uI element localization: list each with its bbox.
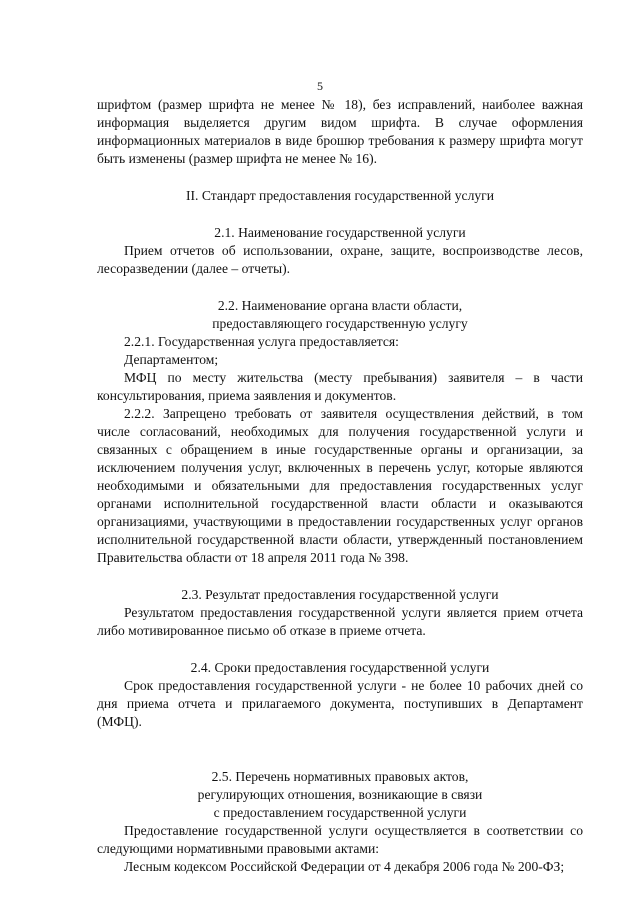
paragraph-line: Правительства области от 18 апреля 2011 года № 398. [97,550,409,565]
paragraph-line: дня приема отчета и прилагаемого документа, поступивших в Департамент [97,696,583,711]
paragraph-line: МФЦ по месту жительства (месту пребывания) заявителя – в части [124,370,583,385]
paragraph-line: следующими нормативными правовыми актами: [97,841,380,856]
paragraph-line: либо мотивированное письмо об отказе в приеме отчета. [97,623,426,638]
paragraph-line: органами исполнительной государственной власти области и оказываются [97,496,583,511]
subsection-title: 2.5. Перечень нормативных правовых актов, [211,769,469,784]
subsection-title: с предоставлением государственной услуги [213,805,467,820]
paragraph-line: Срок предоставления государственной услуги - не более 10 рабочих дней со [124,678,583,693]
paragraph-line: числе согласований, необходимых для получения государственной услуги и [97,424,583,439]
intro-line: шрифтом (размер шрифта не менее № 18), без исправлений, наиболее важная [97,97,583,112]
intro-line: информационных материалов в виде брошюр требования к размеру шрифта могут [97,133,583,148]
intro-line: информация выделяется другим видом шрифта. В случае оформления [97,115,583,130]
subsection-title: 2.1. Наименование государственной услуги [214,225,466,240]
paragraph-line: исключением получения услуг, включенных в перечень услуг, которые являются [97,460,583,475]
subsection-title: 2.4. Сроки предоставления государственной услуги [190,660,490,675]
page-number: 5 [317,79,323,93]
paragraph-line: исполнительной государственной власти области, утвержденный постановлением [97,532,583,547]
subsection-title: предоставляющего государственную услугу [212,316,468,331]
subsection-title: 2.3. Результат предоставления государственной услуги [181,587,499,602]
paragraph-line: 2.2.1. Государственная услуга предоставляется: [124,334,399,349]
paragraph-line: консультирования, приема заявления и документов. [97,388,397,403]
paragraph-line: Результатом предоставления государственной услуги является прием отчета [124,605,583,620]
subsection-title: 2.2. Наименование органа власти области, [217,298,463,313]
paragraph-line: связанных с обращением в иные государственные органы и организации, за [97,442,583,457]
paragraph-line: 2.2.2. Запрещено требовать от заявителя осуществления действий, в том [124,406,583,421]
paragraph-line: организациями, участвующими в предоставлении государственных услуг органов [97,514,583,529]
paragraph-line: (МФЦ). [97,714,142,729]
intro-line: быть изменены (размер шрифта не менее № 16). [97,151,378,166]
subsection-title: регулирующих отношения, возникающие в связи [197,787,483,802]
paragraph-line: Предоставление государственной услуги осуществляется в соответствии со [124,823,583,838]
document-body [97,96,583,876]
paragraph-line: Лесным кодексом Российской Федерации от 4 декабря 2006 года № 200-ФЗ; [124,859,565,874]
paragraph-line: необходимыми и обязательными для предоставления государственных услуг [97,478,583,493]
paragraph-line: Департаментом; [124,352,219,367]
paragraph-line: лесоразведении (далее – отчеты). [97,261,291,276]
paragraph-line: Прием отчетов об использовании, охране, защите, воспроизводстве лесов, [124,243,583,258]
section-title: II. Стандарт предоставления государственной услуги [185,188,494,203]
